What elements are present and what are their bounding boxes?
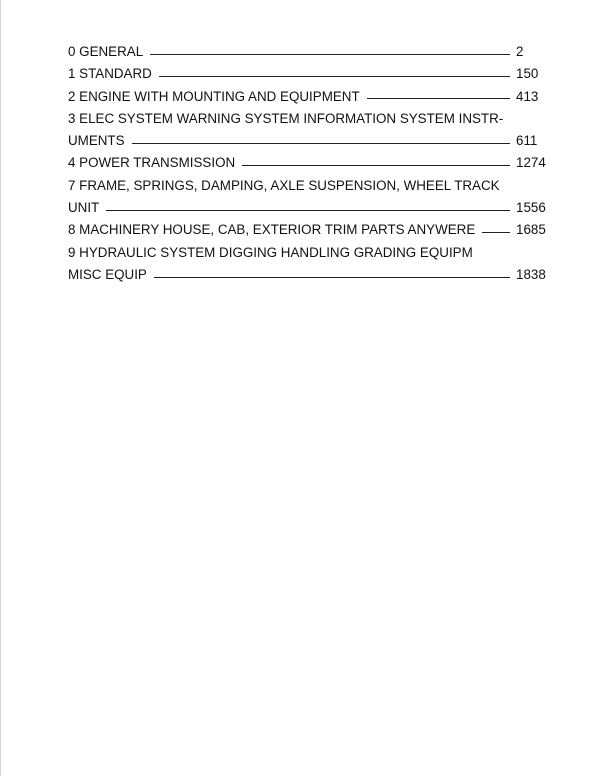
toc-page-number: 1556 <box>516 200 546 216</box>
toc-entry-title: 8 MACHINERY HOUSE, CAB, EXTERIOR TRIM PARTS ANYWERE <box>68 222 476 238</box>
table-of-contents <box>68 41 546 286</box>
toc-entry-title: 1 STANDARD <box>68 66 152 82</box>
toc-entry-engine[interactable] <box>68 86 546 108</box>
toc-page-number: 2 <box>516 44 524 59</box>
toc-page-number: 1838 <box>516 266 546 282</box>
dot-leader <box>154 277 510 278</box>
toc-entry-title: 2 ENGINE WITH MOUNTING AND EQUIPMENT <box>68 88 360 104</box>
dot-leader <box>242 165 510 166</box>
toc-entry-title: 0 GENERAL <box>68 44 144 59</box>
dot-leader <box>482 232 510 233</box>
toc-entry-frame[interactable] <box>68 175 546 197</box>
toc-entry-title: UMENTS <box>68 133 125 149</box>
dot-leader <box>367 98 510 99</box>
toc-entry-title: 4 POWER TRANSMISSION <box>68 155 236 171</box>
toc-entry-title: MISC EQUIP <box>68 266 147 282</box>
toc-entry-hydraulic-system[interactable] <box>68 242 546 264</box>
toc-entry-hydraulic-system-continued[interactable] <box>68 264 546 286</box>
toc-page-number: 1685 <box>516 222 546 238</box>
toc-entry-frame-continued[interactable] <box>68 197 546 219</box>
dot-leader <box>150 54 510 55</box>
toc-entry-title: 3 ELEC SYSTEM WARNING SYSTEM INFORMATION SYSTEM INSTR- <box>68 110 504 126</box>
toc-entry-title: 7 FRAME, SPRINGS, DAMPING, AXLE SUSPENSION, WHEEL TRACK <box>68 177 500 193</box>
toc-page-number: 611 <box>516 133 538 149</box>
toc-entry-elec-system-continued[interactable] <box>68 130 546 152</box>
toc-entry-title: UNIT <box>68 200 100 216</box>
toc-page-number: 1274 <box>516 155 546 171</box>
toc-entry-elec-system[interactable] <box>68 108 546 130</box>
toc-entry-title: 9 HYDRAULIC SYSTEM DIGGING HANDLING GRADING EQUIPM <box>68 244 473 260</box>
dot-leader <box>159 76 510 77</box>
dot-leader <box>106 210 510 211</box>
toc-entry-machinery-house[interactable] <box>68 219 546 241</box>
toc-entry-general[interactable] <box>68 41 546 63</box>
toc-page-number: 150 <box>516 66 539 82</box>
toc-entry-power-transmission[interactable] <box>68 152 546 174</box>
toc-page-number: 413 <box>516 88 539 104</box>
toc-entry-standard[interactable] <box>68 63 546 85</box>
dot-leader <box>132 143 510 144</box>
